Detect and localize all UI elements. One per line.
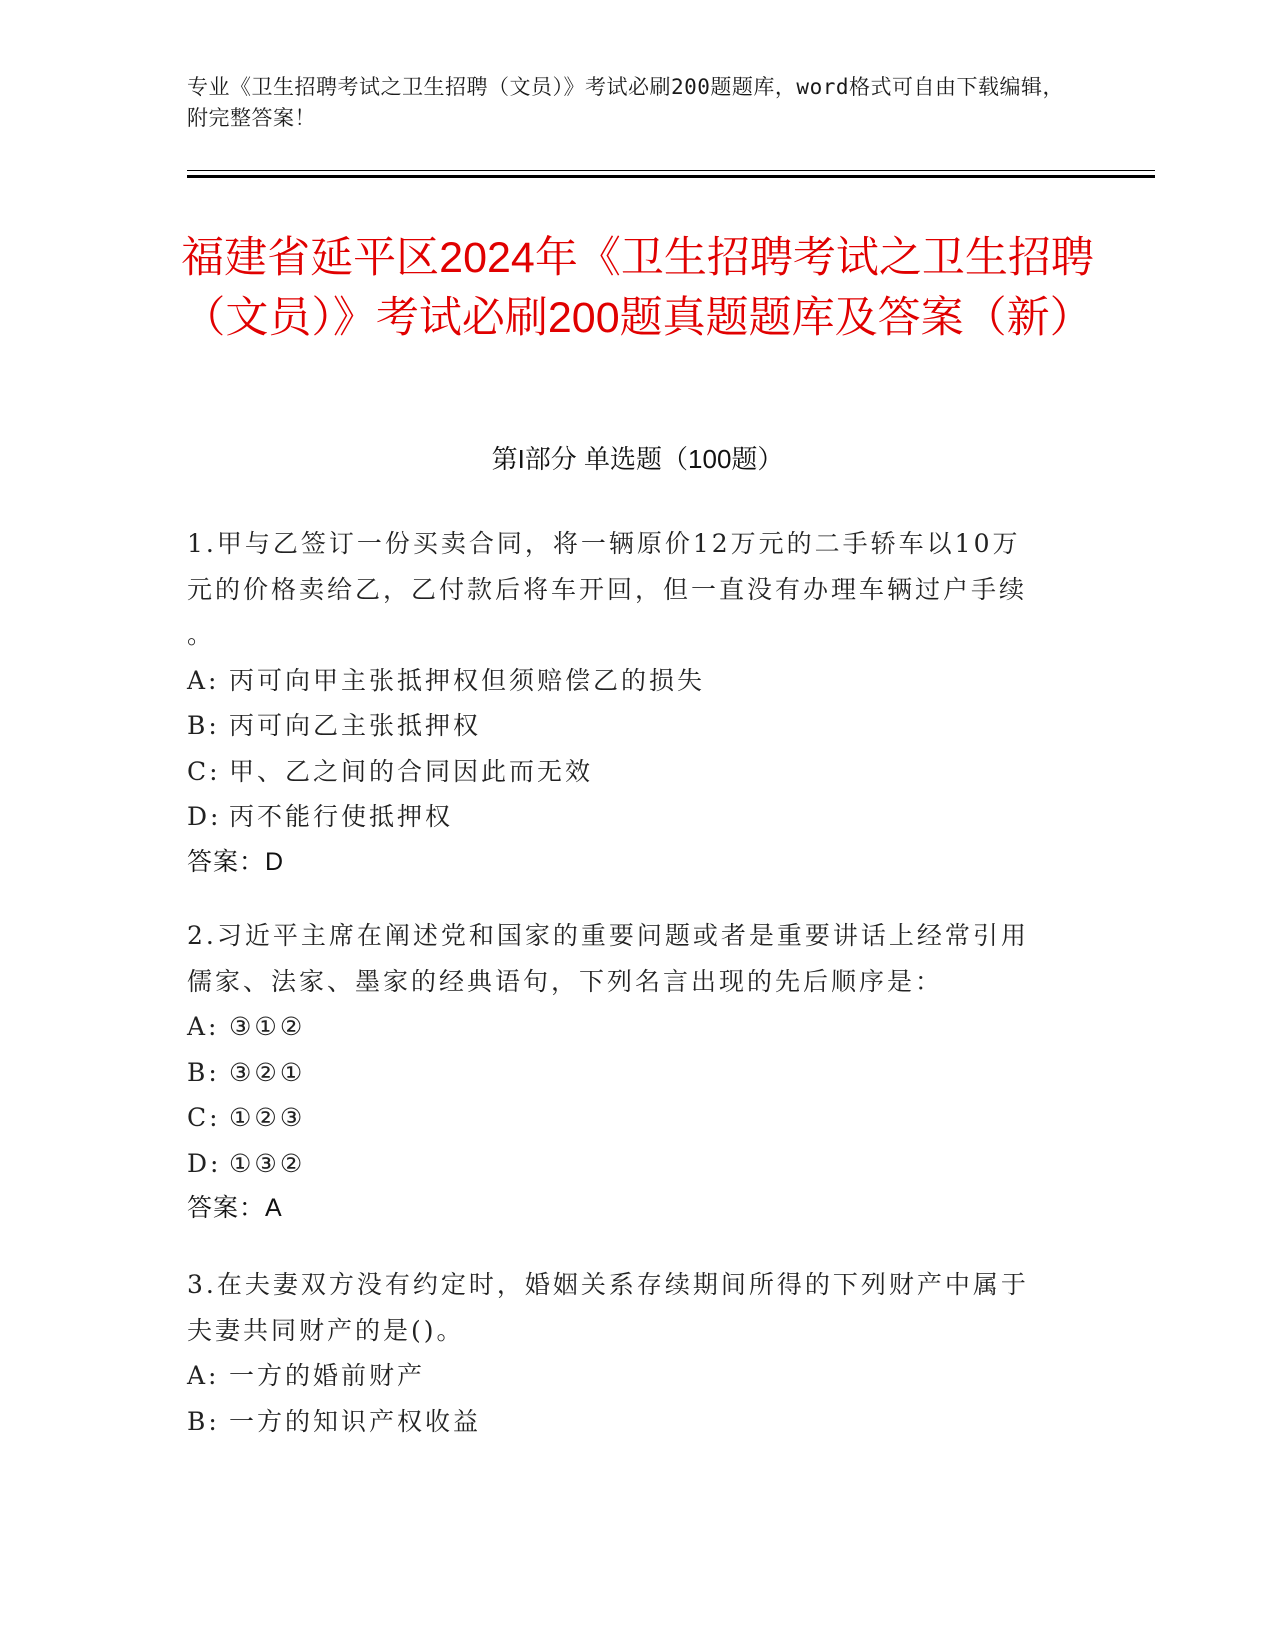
option-key: A: — [187, 1012, 220, 1041]
question-stem-line: 1.甲与乙签订一份买卖合同，将一辆原价12万元的二手轿车以10万 — [187, 529, 1021, 558]
question-stem-line: 3.在夫妻双方没有约定时，婚姻关系存续期间所得的下列财产中属于 — [187, 1270, 1029, 1299]
option-d — [187, 1141, 1067, 1187]
option-text: ③①② — [229, 1012, 306, 1041]
option-a — [187, 1004, 1067, 1050]
option-text: 一方的知识产权收益 — [229, 1406, 482, 1436]
option-key: C: — [187, 1103, 221, 1132]
option-text: 甲、乙之间的合同因此而无效 — [229, 756, 594, 786]
section-title: 第I部分 单选题（100题） — [491, 444, 784, 474]
question-stem-line: 儒家、法家、墨家的经典语句，下列名言出现的先后顺序是： — [187, 966, 944, 996]
option-key: B: — [187, 1057, 220, 1087]
option-c — [187, 749, 1067, 795]
option-key: B: — [187, 711, 220, 740]
header-note: 专业《卫生招聘考试之卫生招聘（文员）》考试必刷200题题库，word格式可自由下载编辑，附完整答案！ — [187, 75, 1064, 130]
option-key: D: — [187, 802, 222, 831]
option-a — [187, 658, 1067, 704]
question-stem-line: 元的价格卖给乙，乙付款后将车开回，但一直没有办理车辆过户手续 — [187, 574, 1028, 604]
option-text: 丙可向甲主张抵押权但须赔偿乙的损失 — [229, 665, 706, 695]
header-rule-thin — [187, 170, 1155, 171]
question-2 — [187, 913, 1067, 1232]
option-key: D: — [187, 1148, 222, 1178]
option-b — [187, 1050, 1067, 1096]
question-1 — [187, 521, 1067, 885]
option-text: ③②① — [229, 1057, 306, 1087]
option-a — [187, 1353, 1067, 1399]
option-text: ①②③ — [229, 1103, 306, 1132]
question-3 — [187, 1262, 1067, 1444]
option-b — [187, 1399, 1067, 1445]
option-key: A: — [187, 1361, 220, 1390]
option-b — [187, 703, 1067, 749]
option-text: 一方的婚前财产 — [229, 1361, 426, 1390]
document-title: 福建省延平区2024年《卫生招聘考试之卫生招聘（文员）》考试必刷200题真题题库及答案（新） — [181, 234, 1094, 342]
option-text: 丙可向乙主张抵押权 — [229, 711, 482, 740]
question-stem-line: 。 — [187, 620, 216, 649]
option-key: C: — [187, 756, 221, 786]
option-c — [187, 1095, 1067, 1141]
option-text: ①③② — [229, 1148, 306, 1178]
question-stem-line: 夫妻共同财产的是()。 — [187, 1315, 465, 1345]
answer-line: 答案：A — [187, 1194, 283, 1222]
option-text: 丙不能行使抵押权 — [229, 802, 454, 831]
answer-line: 答案：D — [187, 847, 285, 876]
option-d — [187, 794, 1067, 840]
question-stem-line: 2.习近平主席在阐述党和国家的重要问题或者是重要讲话上经常引用 — [187, 921, 1029, 950]
option-key: A: — [187, 665, 220, 695]
option-key: B: — [187, 1406, 220, 1436]
header-rule-thick — [187, 175, 1155, 178]
